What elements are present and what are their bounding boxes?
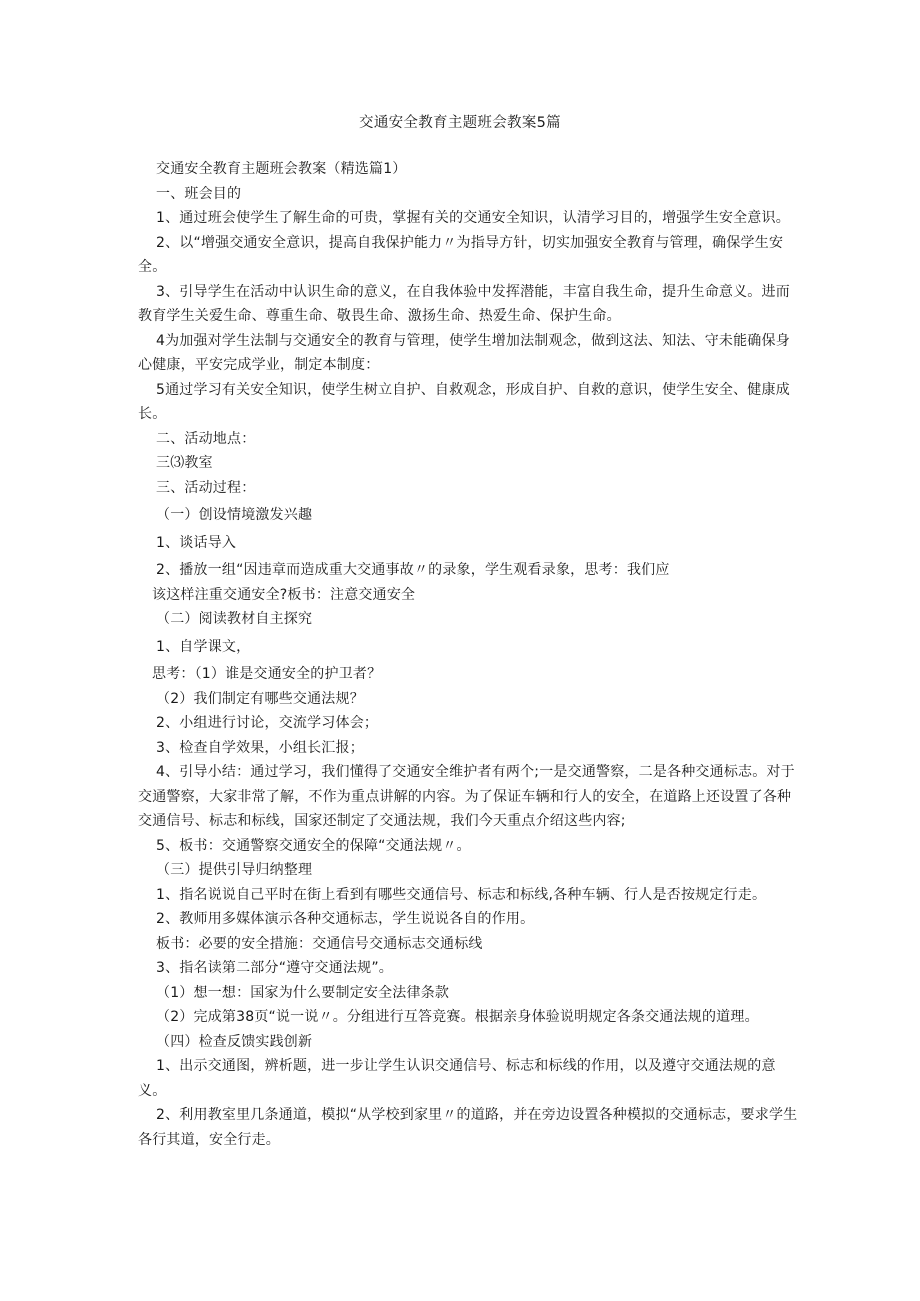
subheading: （三）提供引导归纳整理 — [156, 862, 313, 878]
paragraph: 1、通过班会使学生了解生命的可贵，掌握有关的交通安全知识，认清学习目的，增强学生安全意识。 — [156, 210, 790, 226]
paragraph: 2、教师用多媒体演示各种交通标志，学生说说各自的作用。 — [156, 911, 535, 927]
paragraph: 该这样注重交通安全?板书：注意交通安全 — [152, 586, 416, 603]
paragraph: 4为加强对学生法制与交通安全的教育与管理，使学生增加法制观念，做到这法、知法、守未能确保身心健康，平安完成学业，制定本制度： — [138, 332, 790, 373]
paragraph: 板书：必要的安全措施：交通信号交通标志交通标线 — [156, 935, 483, 952]
paragraph: 3、检查自学效果，小组长汇报； — [156, 739, 364, 756]
paragraph: 2、小组进行讨论，交流学习体会； — [156, 715, 379, 731]
paragraph: 1、出示交通图，辨析题，进一步让学生认识交通信号、标志和标线的作用，以及遵守交通法规的意义。 — [138, 1058, 776, 1099]
paragraph: 2、播放一组“因违章而造成重大交通事故〃的录象，学生观看录象，思考：我们应 — [156, 562, 670, 578]
paragraph: 三⑶教室 — [156, 455, 213, 471]
section-heading: 交通安全教育主题班会教案（精选篇1） — [156, 161, 407, 177]
heading: 一、班会目的 — [156, 185, 242, 202]
heading: 二、活动地点： — [156, 430, 256, 447]
paragraph: 5通过学习有关安全知识，使学生树立自护、自救观念，形成自护、自救的意识，使学生安全、健康成长。 — [138, 381, 790, 422]
subheading: （四）检查反馈实践创新 — [156, 1033, 313, 1050]
paragraph: （1）想一想：国家为什么要制定安全法律条款 — [156, 984, 450, 1001]
paragraph: 1、指名说说自己平时在街上看到有哪些交通信号、标志和标线,各种车辆、行人是否按规定行走。 — [156, 886, 767, 903]
paragraph: 2、以“增强交通安全意识，提高自我保护能力〃为指导方针，切实加强安全教育与管理，确保学生安全。 — [138, 234, 784, 275]
document-body — [138, 157, 798, 1152]
paragraph: 思考：（1）谁是交通安全的护卫者？ — [152, 666, 382, 682]
page-title: 交通安全教育主题班会教案5篇 — [359, 115, 561, 131]
paragraph: 3、指名读第二部分“遵守交通法规”。 — [156, 960, 394, 976]
paragraph: （2）完成第38页“说一说〃。分组进行互答竞赛。根据亲身体验说明规定各条交通法规的道理。 — [156, 1009, 759, 1025]
subheading: （一）创设情境激发兴趣 — [156, 507, 313, 523]
paragraph: 2、利用教室里几条通道，模拟“从学校到家里〃的道路，并在旁边设置各种模拟的交通标志，要求学生各行其道，安全行走。 — [138, 1107, 798, 1148]
paragraph: 1、自学课文， — [156, 638, 251, 655]
paragraph: 3、引导学生在活动中认识生命的意义，在自我体验中发挥潜能，丰富自我生命，提升生命意义。进而教育学生关爱生命、尊重生命、敬畏生命、激扬生命、热爱生命、保护生命。 — [138, 283, 790, 324]
heading: 三、活动过程： — [156, 479, 256, 496]
paragraph: 5、板书：交通警察交通安全的保障“交通法规〃。 — [156, 837, 471, 854]
subheading: （二）阅读教材自主探究 — [156, 611, 313, 627]
paragraph: 4、引导小结：通过学习，我们懂得了交通安全维护者有两个;一是交通警察，二是各种交通标志。对于交通警察，大家非常了解，不作为重点讲解的内容。为了保证车辆和行人的安全，在道路上还设置了各种交通信号、标志和标线，国家还制定了交通法规，我们今天重点介绍这些内容; — [138, 764, 795, 829]
paragraph: （2）我们制定有哪些交通法规？ — [156, 690, 364, 707]
paragraph: 1、谈话导入 — [156, 534, 237, 551]
